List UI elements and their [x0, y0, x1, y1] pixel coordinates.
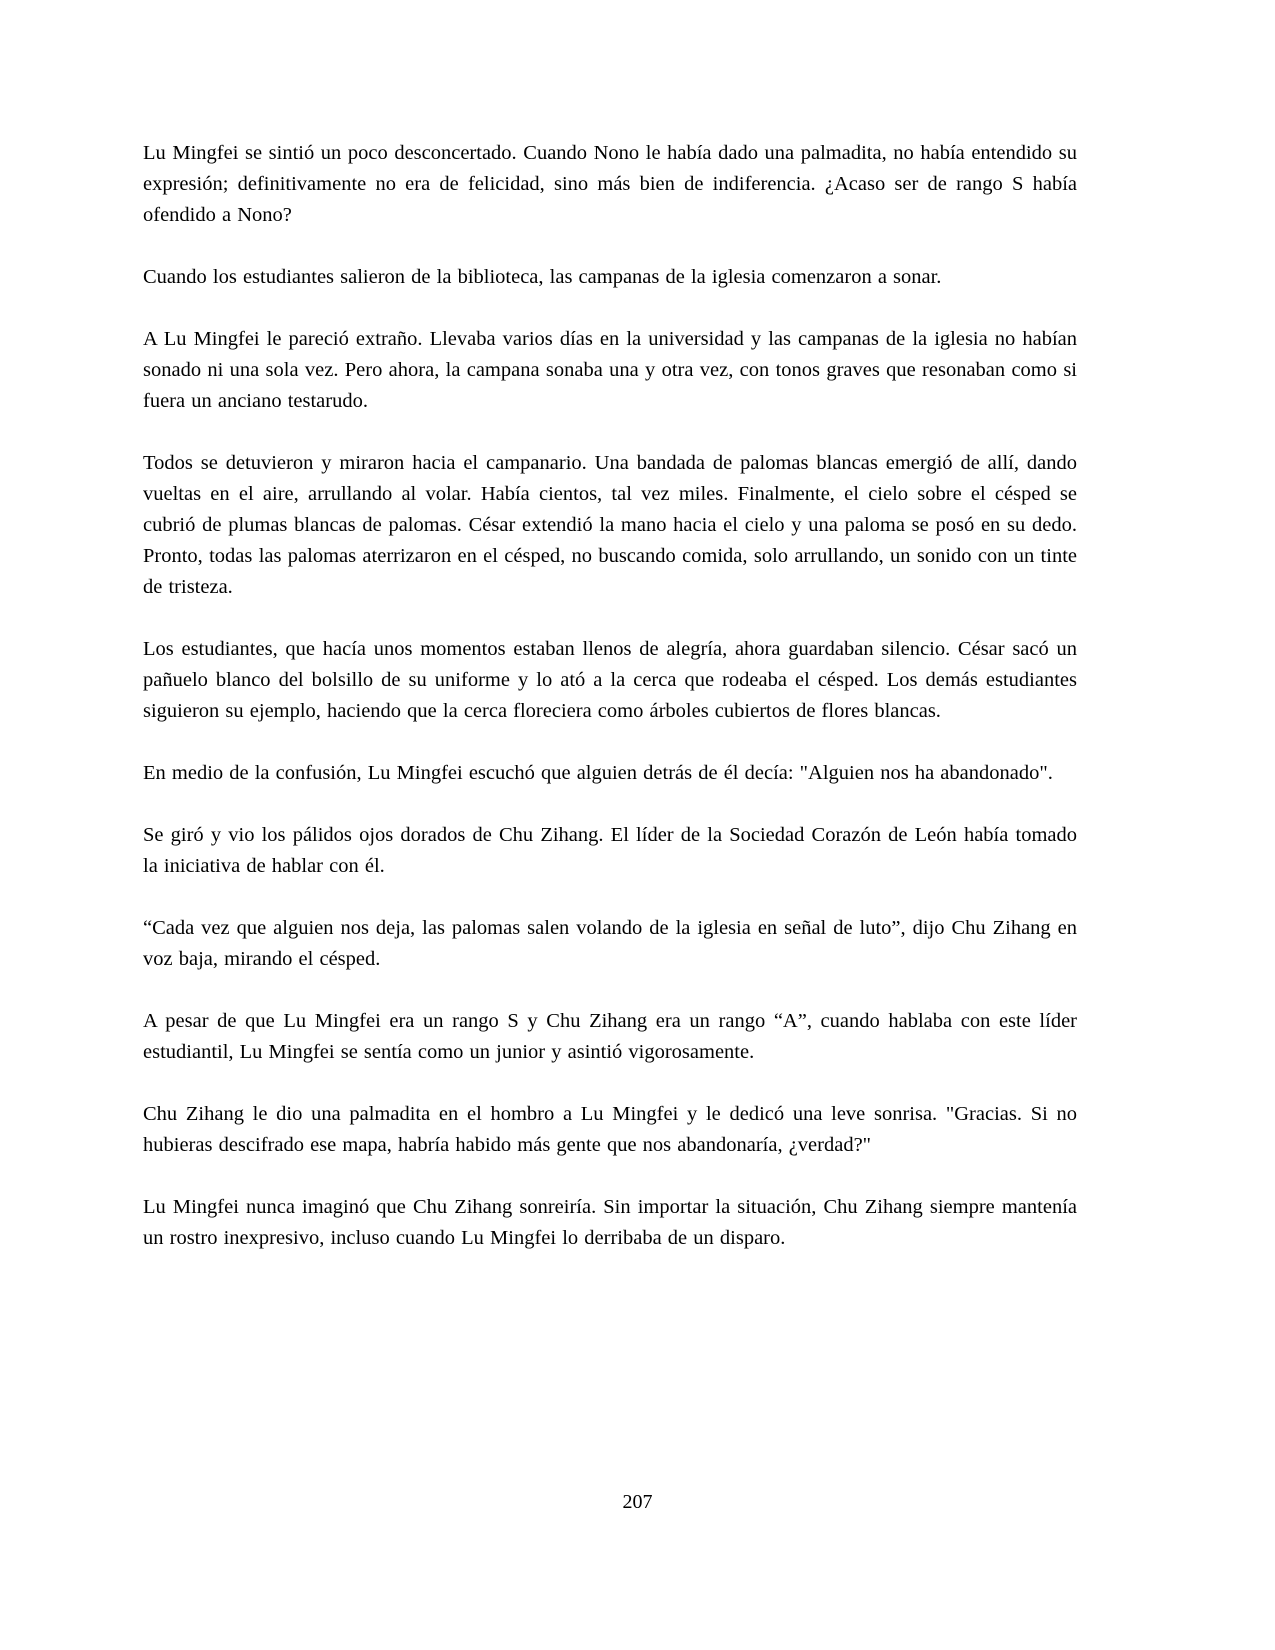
paragraph: En medio de la confusión, Lu Mingfei escuchó que alguien detrás de él decía: "Alguien nos ha abandonado". [143, 762, 1053, 784]
paragraph: Los estudiantes, que hacía unos momentos estaban llenos de alegría, ahora guardaban silencio. César sacó un pañuelo blanco del bolsillo de su uniforme y lo ató a la cerca que rodeaba el césped. Los demás estudiantes siguieron su ejemplo, haciendo que la cerca floreciera como árboles cubiertos de flores blancas. [143, 638, 1077, 722]
paragraph: Chu Zihang le dio una palmadita en el hombro a Lu Mingfei y le dedicó una leve sonrisa. "Gracias. Si no hubieras descifrado ese mapa, habría habido más gente que nos abandonaría, ¿verdad?" [143, 1103, 1077, 1156]
paragraph: Cuando los estudiantes salieron de la biblioteca, las campanas de la iglesia comenzaron a sonar. [143, 266, 942, 288]
paragraph: A Lu Mingfei le pareció extraño. Llevaba varios días en la universidad y las campanas de la iglesia no habían sonado ni una sola vez. Pero ahora, la campana sonaba una y otra vez, con tonos graves que resonaban como si fuera un anciano testarudo. [143, 328, 1077, 412]
paragraph: A pesar de que Lu Mingfei era un rango S y Chu Zihang era un rango “A”, cuando hablaba con este líder estudiantil, Lu Mingfei se sentía como un junior y asintió vigorosamente. [143, 1010, 1077, 1063]
text-block [143, 138, 1077, 1285]
paragraph: Lu Mingfei se sintió un poco desconcertado. Cuando Nono le había dado una palmadita, no había entendido su expresión; definitivamente no era de felicidad, sino más bien de indiferencia. ¿Acaso ser de rango S había ofendido a Nono? [143, 142, 1077, 226]
page-number: 207 [622, 1491, 653, 1513]
paragraph: Se giró y vio los pálidos ojos dorados de Chu Zihang. El líder de la Sociedad Corazón de León había tomado la iniciativa de hablar con él. [143, 824, 1077, 877]
paragraph: Todos se detuvieron y miraron hacia el campanario. Una bandada de palomas blancas emergió de allí, dando vueltas en el aire, arrullando al volar. Había cientos, tal vez miles. Finalmente, el cielo sobre el césped se cubrió de plumas blancas de palomas. César extendió la mano hacia el cielo y una paloma se posó en su dedo. Pronto, todas las palomas aterrizaron en el césped, no buscando comida, solo arrullando, un sonido con un tinte de tristeza. [143, 452, 1077, 598]
paragraph: “Cada vez que alguien nos deja, las palomas salen volando de la iglesia en señal de luto”, dijo Chu Zihang en voz baja, mirando el césped. [143, 917, 1077, 970]
paragraph: Lu Mingfei nunca imaginó que Chu Zihang sonreiría. Sin importar la situación, Chu Zihang siempre mantenía un rostro inexpresivo, incluso cuando Lu Mingfei lo derribaba de un disparo. [143, 1196, 1077, 1249]
